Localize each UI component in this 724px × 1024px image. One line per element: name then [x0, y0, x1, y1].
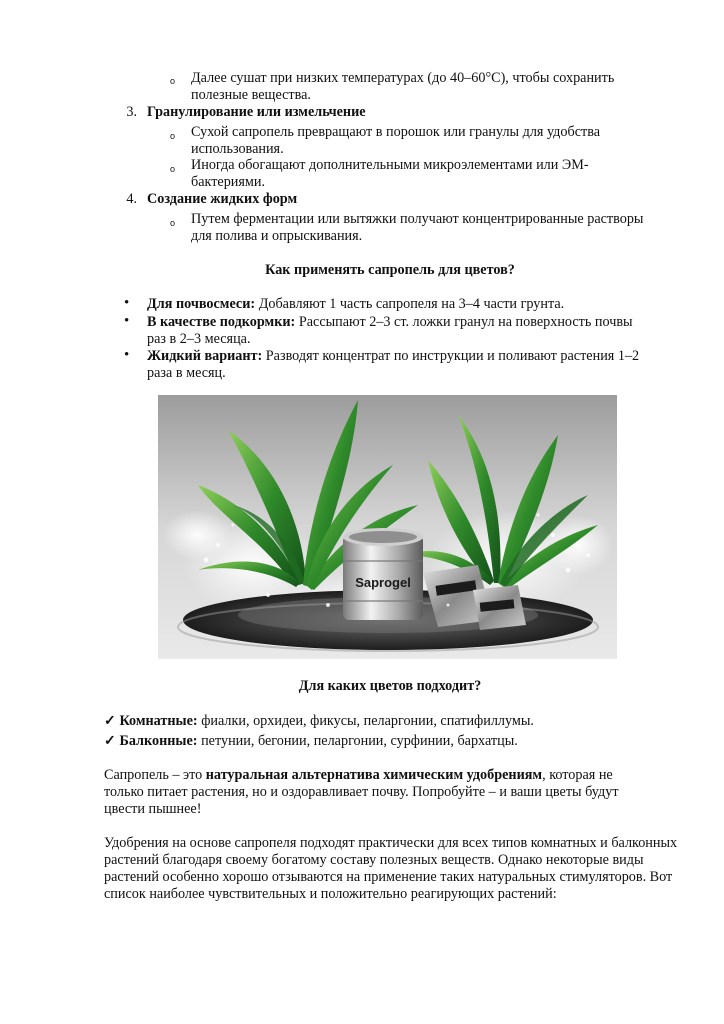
sub-item-text: Сухой сапропель превращают в порошок или гранулы для удобства	[191, 124, 601, 140]
list-label: Балконные:	[119, 733, 198, 749]
bullet-text-continued: раз в 2–3 месяца.	[147, 331, 251, 347]
saprogel-plants-image	[158, 395, 617, 659]
section-heading: Как применять сапропель для цветов?	[265, 262, 515, 278]
bullet-text: Рассыпают 2–3 ст. ложки гранул на поверхность почвы	[295, 314, 633, 330]
paragraph-line: растений благодаря своему богатому составу полезных веществ. Однако некоторые виды	[104, 852, 644, 868]
list-label: Комнатные:	[119, 713, 198, 729]
step-number: 3.	[126, 104, 137, 120]
check-icon: ✓	[104, 733, 116, 749]
para-text: Сапропель – это	[104, 767, 206, 783]
sub-item-text: полезные вещества.	[191, 87, 311, 103]
sub-bullet: o	[170, 164, 176, 174]
bullet-item	[147, 296, 564, 313]
check-icon: ✓	[104, 713, 116, 729]
bullet-dot: •	[124, 313, 130, 329]
step-title: Создание жидких форм	[147, 191, 298, 207]
bullet-dot: •	[124, 295, 130, 311]
sub-bullet: o	[170, 76, 176, 86]
sub-item-text: Далее сушат при низких температурах (до 40–60°C), чтобы сохранить	[191, 70, 615, 86]
bullet-label: Для почвосмеси:	[147, 296, 256, 312]
sub-item-text: бактериями.	[191, 174, 266, 190]
sub-item-text: использования.	[191, 141, 284, 157]
flower-list-item	[104, 733, 518, 750]
list-text: петунии, бегонии, пеларгонии, сурфинии, бархатцы.	[197, 733, 518, 749]
step-title: Гранулирование или измельчение	[147, 104, 366, 120]
para-emphasis: натуральная альтернатива химическим удобрениям	[205, 767, 543, 783]
section-heading: Для каких цветов подходит?	[298, 678, 482, 694]
sub-item-text: Путем ферментации или вытяжки получают концентрированные растворы	[191, 211, 644, 227]
paragraph-line: цвести пышнее!	[104, 801, 202, 817]
paragraph-line	[104, 767, 613, 784]
bullet-label: В качестве подкормки:	[147, 314, 296, 330]
paragraph-line: Удобрения на основе сапропеля подходят практически для всех типов комнатных и балконных	[104, 835, 678, 851]
list-text: фиалки, орхидеи, фикусы, пеларгонии, спатифиллумы.	[197, 713, 534, 729]
bullet-text-continued: раза в месяц.	[147, 365, 226, 381]
paragraph-line: только питает растения, но и оздоравливает почву. Попробуйте – и ваши цветы будут	[104, 784, 619, 800]
bullet-text: Разводят концентрат по инструкции и поливают растения 1–2	[262, 348, 640, 364]
bullet-text: Добавляют 1 часть сапропеля на 3–4 части грунта.	[255, 296, 565, 312]
para-text: , которая не	[542, 767, 613, 783]
bullet-dot: •	[124, 347, 130, 363]
sub-bullet: o	[170, 218, 176, 228]
flower-list-item	[104, 713, 534, 730]
bullet-item	[147, 314, 633, 331]
can-label: Saprogel	[355, 575, 411, 590]
paragraph-line: список наиболее чувствительных и положительно реагирующих растений:	[104, 886, 557, 902]
paragraph-line: растений особенно хорошо отзываются на применение таких натуральных стимуляторов. Вот	[104, 869, 673, 885]
sub-bullet: o	[170, 131, 176, 141]
bullet-item	[147, 348, 639, 365]
sub-item-text: Иногда обогащают дополнительными микроэлементами или ЭМ-	[191, 157, 589, 173]
bullet-label: Жидкий вариант:	[147, 348, 263, 364]
step-number: 4.	[126, 191, 137, 207]
sub-item-text: для полива и опрыскивания.	[191, 228, 363, 244]
